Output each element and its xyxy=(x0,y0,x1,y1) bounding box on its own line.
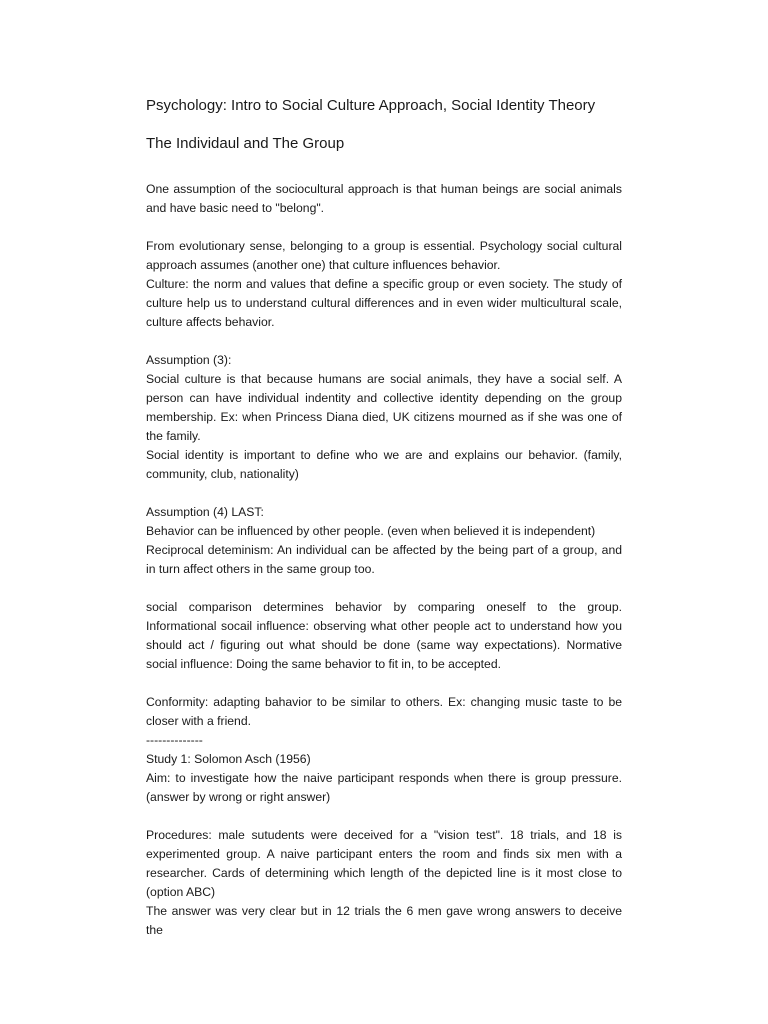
study-aim: Aim: to investigate how the naive participant responds when there is group pressure. (answer by wrong or right answer) xyxy=(146,771,622,804)
section-divider: -------------- xyxy=(146,733,203,747)
study-heading: Study 1: Solomon Asch (1956) xyxy=(146,752,311,766)
document-title: Psychology: Intro to Social Culture Approach, Social Identity Theory xyxy=(146,97,596,114)
document-subtitle: The Individaul and The Group xyxy=(146,135,345,152)
paragraph-answer: The answer was very clear but in 12 trials the 6 men gave wrong answers to deceive the xyxy=(146,904,622,937)
paragraph-evolution: From evolutionary sense, belonging to a group is essential. Psychology social cultural approach assumes (another one) that culture influences behavior. xyxy=(146,239,622,272)
paragraph-procedures: Procedures: male sutudents were deceived for a "vision test". 18 trials, and 18 is experimented group. A naive participant enters the room and finds six men with a researcher. Cards of determining which length of the depicted line is it most close to (option ABC) xyxy=(146,828,622,899)
assumption-4-heading: Assumption (4) LAST: xyxy=(146,505,264,519)
paragraph-social-identity: Social identity is important to define who we are and explains our behavior. (family, community, club, nationality) xyxy=(146,448,622,481)
paragraph-belong: One assumption of the sociocultural approach is that human beings are social animals and have basic need to "belong". xyxy=(146,182,622,215)
assumption-3-heading: Assumption (3): xyxy=(146,353,232,367)
paragraph-reciprocal: Reciprocal deteminism: An individual can be affected by the being part of a group, and in turn affect others in the same group too. xyxy=(146,543,622,576)
paragraph-conformity: Conformity: adapting bahavior to be similar to others. Ex: changing music taste to be closer with a friend. xyxy=(146,695,622,728)
paragraph-social-self: Social culture is that because humans are social animals, they have a social self. A person can have individual indentity and collective identity depending on the group membership. Ex: when Princess Diana died, UK citizens mourned as if she was one of the family. xyxy=(146,372,622,443)
paragraph-culture: Culture: the norm and values that define a specific group or even society. The study of culture help us to understand cultural differences and in even wider multicultural scale, culture affects behavior. xyxy=(146,277,622,329)
paragraph-influence: Behavior can be influenced by other people. (even when believed it is independent) xyxy=(146,524,596,538)
paragraph-social-comparison: social comparison determines behavior by comparing oneself to the group. Informational socail influence: observing what other people act to understand how you should act / figuring out what should be done (same way expectations). Normative social influence: Doing the same behavior to fit in, to be accepted. xyxy=(146,600,622,671)
